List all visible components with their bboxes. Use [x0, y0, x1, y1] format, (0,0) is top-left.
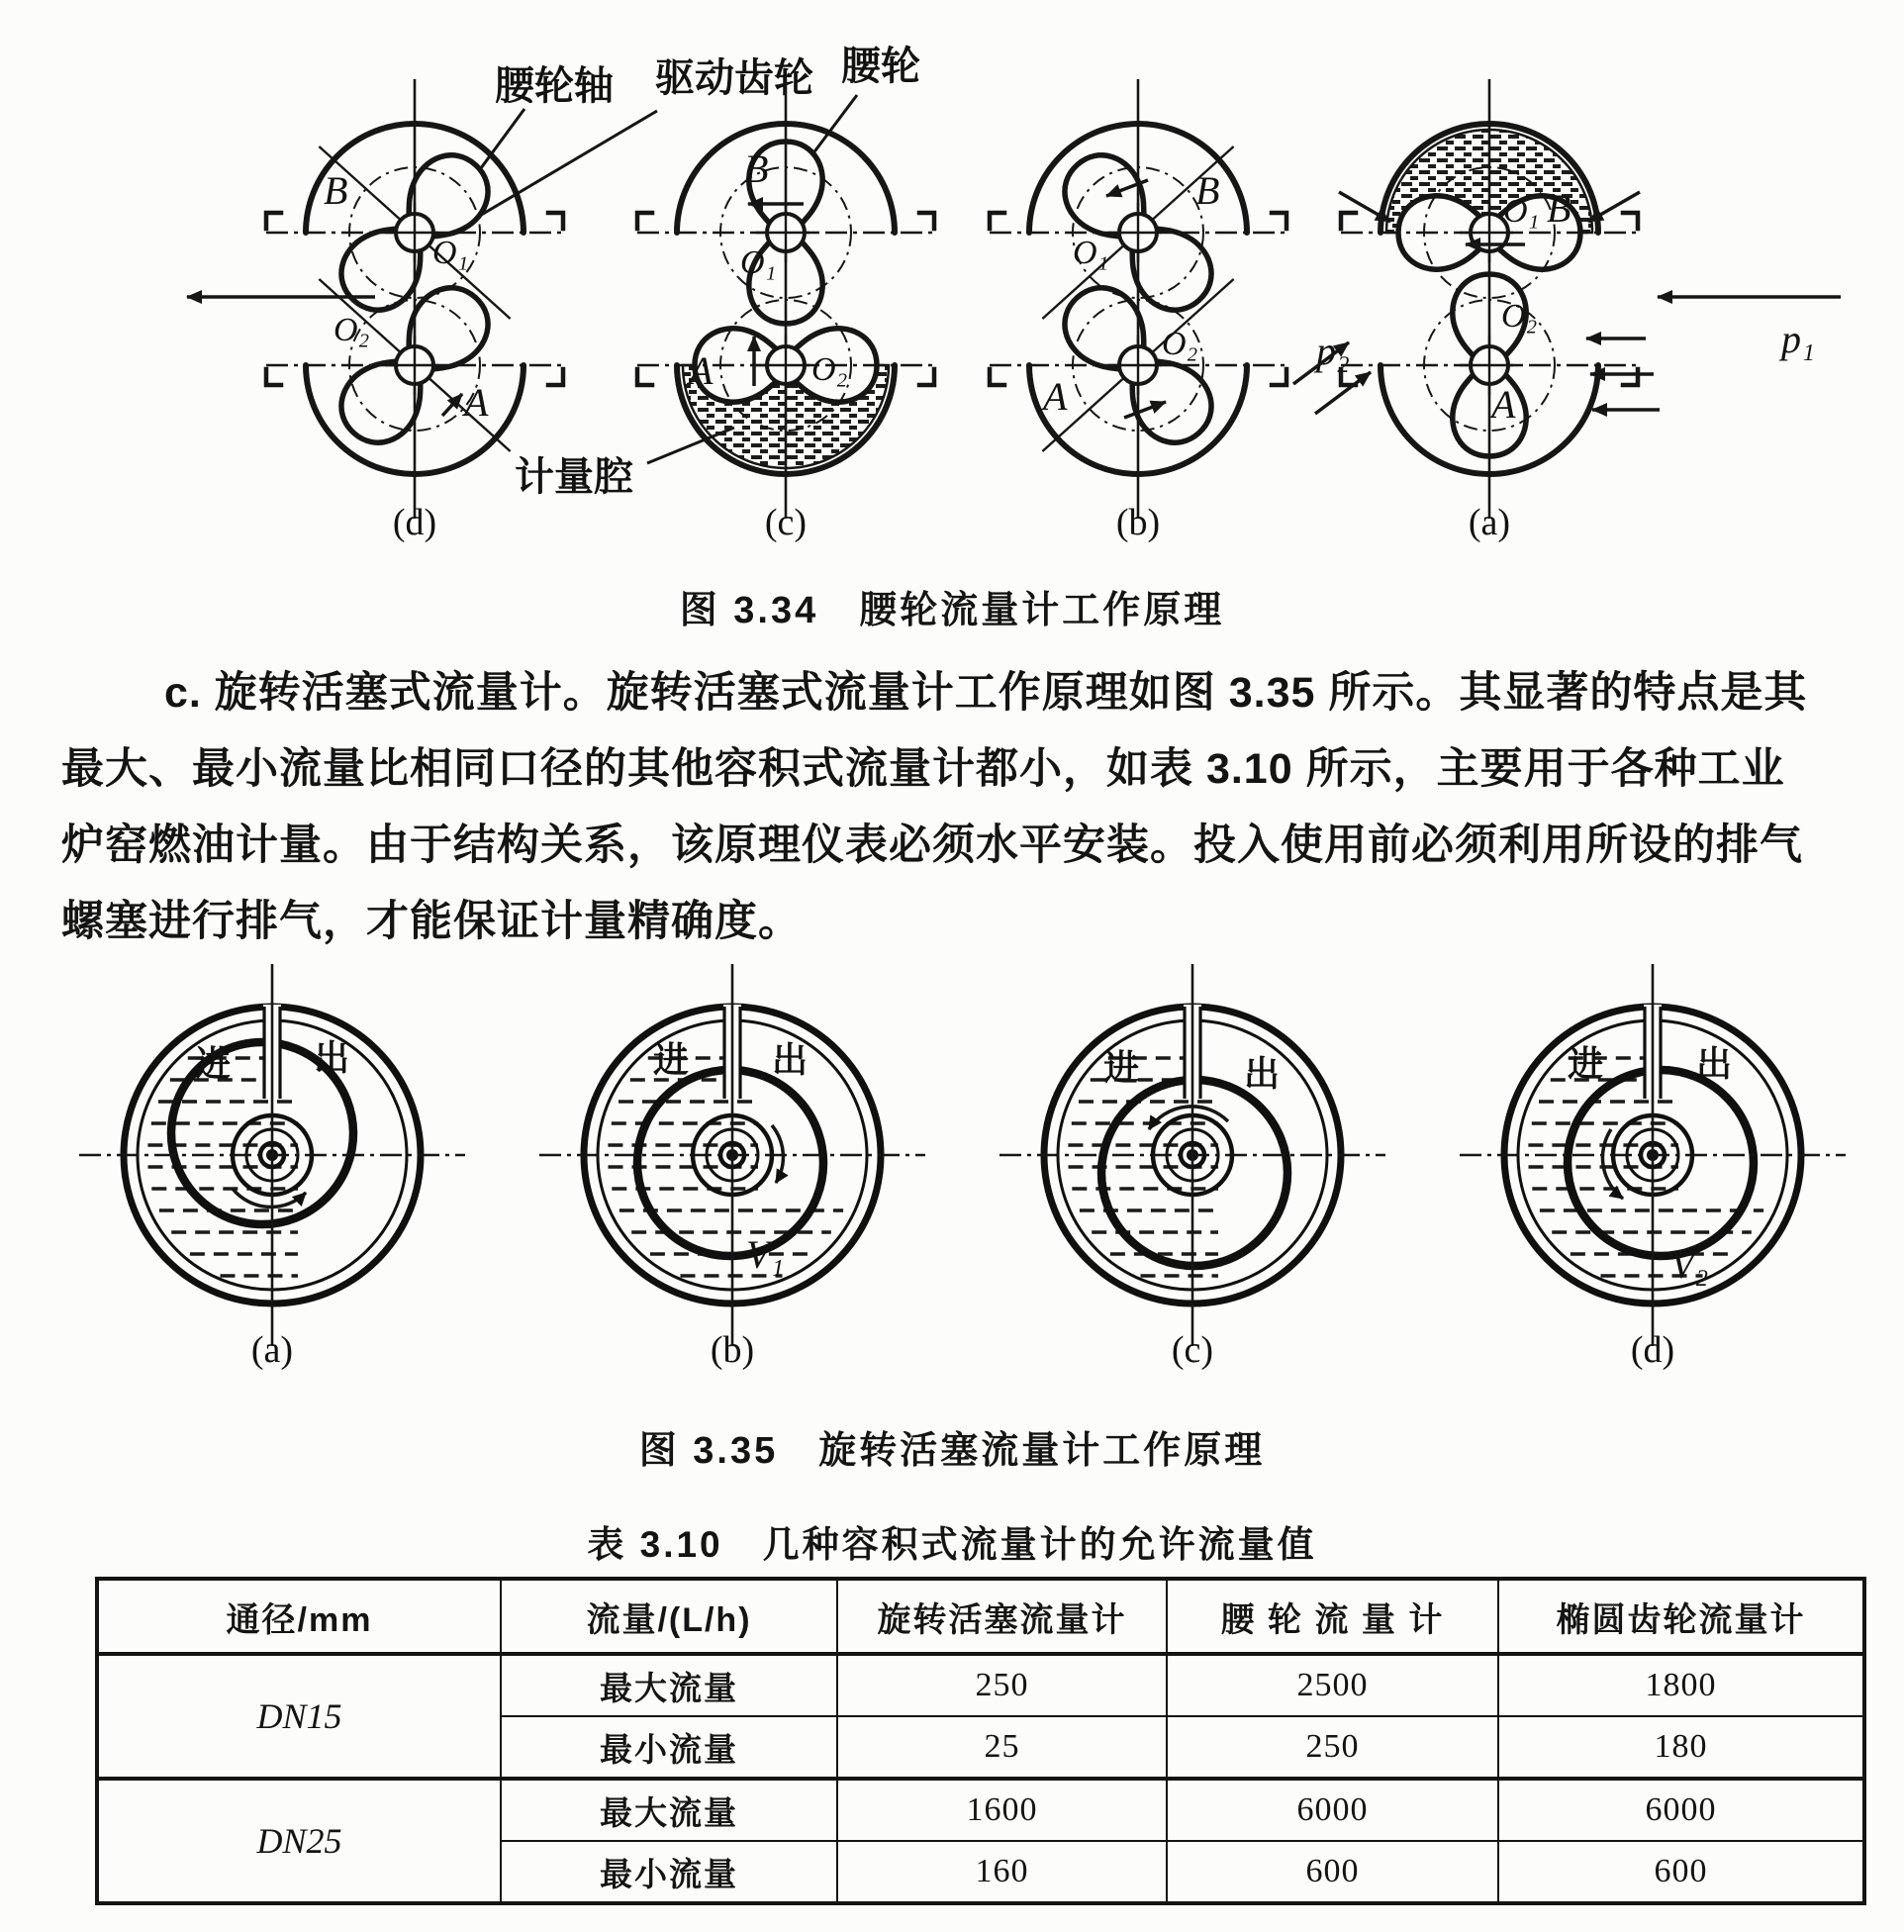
paragraph-line: 炉窑燃油计量。由于结构关系，该原理仪表必须水平安装。投入使用前必须利用所设的排气 — [61, 821, 1803, 869]
rotary-piston-phase-b — [539, 964, 925, 1346]
outlet-port-label: 出 — [772, 1039, 809, 1080]
cell-value: 25 — [837, 1716, 1167, 1779]
cell-flow-type: 最大流量 — [501, 1654, 837, 1716]
roots-meter-phase-b — [990, 79, 1286, 519]
figure-3-34-caption: 图 3.34 腰轮流量计工作原理 — [679, 590, 1225, 631]
rotor-center-o2-label: O₂ — [1162, 326, 1198, 362]
figure-3-35-rotary-piston-diagram — [0, 962, 1904, 1382]
roots-meter-phase-d — [187, 79, 563, 519]
rotor-center-o2-label: O₂ — [1501, 298, 1538, 335]
inlet-port-label: 进 — [1103, 1047, 1140, 1088]
figure-3-34-sublabels — [393, 502, 1510, 543]
cell-value: 600 — [1498, 1841, 1864, 1903]
roots-meter-phase-a — [1293, 79, 1841, 519]
cell-value: 2500 — [1167, 1654, 1498, 1716]
callout-metering-chamber-label: 计量腔 — [515, 455, 633, 499]
rotor-label-a: A — [689, 348, 714, 393]
pressure-p1-label: p₁ — [1781, 317, 1815, 361]
figure-3-35-sublabels — [251, 1329, 1674, 1371]
figure-3-34-callouts — [431, 45, 1815, 499]
rotary-piston-phase-a — [79, 964, 465, 1346]
cell-value: 160 — [837, 1841, 1167, 1903]
cell-value: 6000 — [1498, 1779, 1864, 1841]
cell-value: 1800 — [1498, 1654, 1864, 1716]
inlet-port-label: 进 — [195, 1043, 232, 1084]
cell-value: 180 — [1498, 1716, 1864, 1779]
col-header-rotary-piston: 旋转活塞流量计 — [837, 1579, 1167, 1654]
inlet-port-label: 进 — [1568, 1043, 1604, 1084]
rotor-label-b: B — [1195, 168, 1220, 213]
rotor-label-b: B — [1547, 186, 1571, 231]
outlet-port-label: 出 — [314, 1037, 350, 1078]
cell-value: 6000 — [1167, 1779, 1498, 1841]
sublabel-b: (b) — [1115, 502, 1161, 543]
rotary-piston-phase-c — [1000, 964, 1385, 1346]
col-header-diameter: 通径/mm — [97, 1579, 501, 1654]
body-paragraph — [61, 655, 1851, 960]
rotor-label-a: A — [1043, 374, 1068, 419]
rotor-center-o2-label: O₂ — [333, 312, 370, 348]
rotor-label-a: A — [464, 380, 489, 425]
rotor-center-o2-label: O₂ — [811, 351, 848, 388]
pressure-p2-label: p₂ — [1316, 329, 1350, 373]
sublabel-a: (a) — [250, 1329, 294, 1371]
sublabel-b: (b) — [710, 1329, 755, 1371]
rotor-center-o1-label: O₁ — [1073, 235, 1109, 271]
inlet-port-label: 进 — [653, 1039, 690, 1080]
sublabel-c: (c) — [764, 502, 808, 543]
flow-rate-table — [95, 1577, 1866, 1905]
table-header-row — [97, 1579, 1864, 1654]
cell-value: 1600 — [837, 1779, 1167, 1841]
cell-dn25: DN25 — [97, 1779, 501, 1903]
outlet-port-label: 出 — [1244, 1053, 1281, 1094]
figure-3-35-caption: 图 3.35 旋转活塞流量计工作原理 — [638, 1430, 1266, 1472]
paragraph-line: 最大、最小流量比相同口径的其他容积式流量计都小，如表 3.10 所示，主要用于各种工业 — [61, 745, 1785, 793]
rotor-center-o1-label: O₁ — [740, 244, 777, 281]
rotor-label-b: B — [324, 168, 348, 213]
cell-flow-type: 最小流量 — [501, 1716, 837, 1779]
rotor-label-a: A — [1491, 382, 1516, 427]
cell-dn15: DN15 — [97, 1654, 501, 1779]
cell-value: 600 — [1167, 1841, 1498, 1903]
rotor-label-b: B — [744, 146, 769, 191]
volume-v1-label: V₁ — [746, 1232, 785, 1277]
outlet-port-label: 出 — [1696, 1043, 1733, 1084]
figure-3-34-roots-flowmeter-diagram — [0, 0, 1904, 564]
paragraph-line: c. 旋转活塞式流量计。旋转活塞式流量计工作原理如图 3.35 所示。其显著的特点是其 — [164, 669, 1808, 717]
table-row — [97, 1779, 1864, 1841]
col-header-oval-gear: 椭圆齿轮流量计 — [1498, 1579, 1864, 1654]
cell-flow-type: 最小流量 — [501, 1841, 837, 1903]
col-header-flow: 流量/(L/h) — [501, 1579, 837, 1654]
sublabel-d: (d) — [1630, 1329, 1675, 1371]
paragraph-line: 螺塞进行排气，才能保证计量精确度。 — [61, 898, 802, 945]
cell-flow-type: 最大流量 — [501, 1779, 837, 1841]
col-header-roots: 腰 轮 流 量 计 — [1167, 1579, 1498, 1654]
cell-value: 250 — [837, 1654, 1167, 1716]
callout-rotor-shaft-label: 腰轮轴 — [495, 64, 614, 108]
sublabel-d: (d) — [392, 502, 437, 543]
volume-v2-label: V₂ — [1670, 1242, 1709, 1287]
rotary-piston-phase-d — [1460, 964, 1846, 1346]
cell-value: 250 — [1167, 1716, 1498, 1779]
rotor-center-o1-label: O₁ — [432, 235, 469, 271]
callout-drive-gear-label: 驱动齿轮 — [655, 56, 813, 100]
callout-waist-wheel-label: 腰轮 — [841, 45, 920, 88]
sublabel-a: (a) — [1468, 502, 1511, 543]
roots-meter-phase-c — [637, 79, 934, 519]
sublabel-c: (c) — [1171, 1329, 1214, 1371]
table-3-10-title: 表 3.10 几种容积式流量计的允许流量值 — [587, 1524, 1317, 1565]
rotor-center-o1-label: O₁ — [1503, 193, 1540, 230]
table-row — [97, 1654, 1864, 1716]
